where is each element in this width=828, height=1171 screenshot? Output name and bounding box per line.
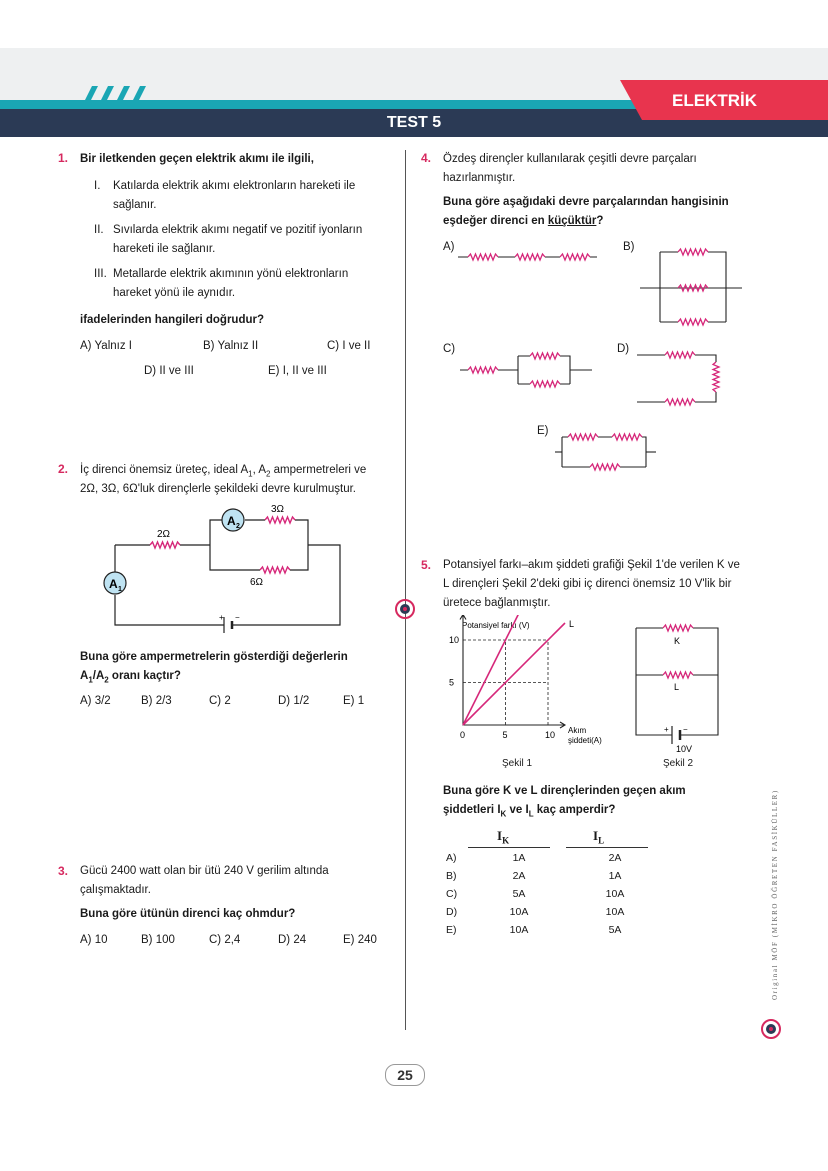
q3-option-c[interactable]: C) 2,4 bbox=[209, 934, 241, 946]
row-il: 10A bbox=[605, 888, 625, 900]
chart-ylabel: Potansiyel farkı (V) bbox=[462, 621, 530, 630]
table-rule-ik bbox=[468, 847, 550, 848]
row-il: 2A bbox=[608, 852, 622, 864]
row-option: A) bbox=[446, 852, 457, 864]
q3-option-a[interactable]: A) 10 bbox=[80, 934, 108, 946]
q3-option-e[interactable]: E) 240 bbox=[343, 934, 377, 946]
q1-statement-3-line1: Metallarde elektrik akımının yönü elektronların bbox=[113, 268, 349, 280]
q5-number: 5. bbox=[421, 558, 432, 572]
x-tick-label: 5 bbox=[502, 730, 508, 740]
q2-question-line2: $A_1/A_2$ oranı kaçtır? bbox=[80, 670, 181, 685]
battery-plus: + bbox=[664, 725, 669, 734]
chart-axes bbox=[463, 615, 565, 725]
q1-statement-1-line1: Katılarda elektrik akımı elektronların hareketi ile bbox=[113, 180, 356, 192]
battery-emf-label: 10V bbox=[676, 744, 693, 754]
a2-label: A bbox=[227, 514, 236, 528]
q4-option-b[interactable]: B) bbox=[623, 241, 635, 253]
row-ik: 2A bbox=[512, 870, 526, 882]
q1-option-b[interactable]: B) Yalnız II bbox=[203, 340, 259, 352]
row-option: B) bbox=[446, 870, 457, 882]
q1-stem: Bir iletkenden geçen elektrik akımı ile ilgili, bbox=[80, 153, 314, 165]
chart-xlabel-line1: Akım bbox=[568, 726, 587, 735]
page-number: 25 bbox=[385, 1064, 425, 1086]
series-label-l: L bbox=[569, 619, 575, 629]
original-logo-icon bbox=[394, 598, 416, 620]
y-tick-label: 10 bbox=[449, 635, 460, 645]
q2-option-c[interactable]: C) 2 bbox=[209, 695, 231, 707]
r-6ohm-label: 6Ω bbox=[250, 577, 264, 588]
a1-label: A bbox=[109, 577, 118, 591]
table-rule-il bbox=[566, 847, 648, 848]
q1-statement-1-line2: sağlanır. bbox=[113, 199, 157, 211]
series-line-k bbox=[463, 615, 523, 725]
original-logo-icon-side bbox=[760, 1018, 782, 1040]
test-title: TEST 5 bbox=[386, 114, 442, 131]
table-header-ik: $I_K$ bbox=[497, 828, 510, 846]
q4-text-line1: Özdeş dirençler kullanılarak çeşitli devre parçaları bbox=[443, 153, 697, 165]
row-option: D) bbox=[446, 906, 458, 918]
q1-number: 1. bbox=[58, 151, 69, 165]
row-ik: 1A bbox=[512, 852, 526, 864]
table-row[interactable] bbox=[446, 885, 648, 903]
resistor-l-label: L bbox=[674, 682, 680, 692]
row-il: 5A bbox=[608, 924, 622, 936]
q1-statement-2-line2: hareketi ile sağlanır. bbox=[113, 243, 216, 255]
q3-question: Buna göre ütünün direnci kaç ohmdur? bbox=[80, 908, 296, 920]
table-row[interactable] bbox=[446, 903, 648, 921]
row-il: 1A bbox=[608, 870, 622, 882]
q1-option-a[interactable]: A) Yalnız I bbox=[80, 340, 132, 352]
row-ik: 5A bbox=[512, 888, 526, 900]
q1-roman-1: I. bbox=[94, 180, 101, 192]
q5-text-line2: L dirençleri Şekil 2'deki gibi iç direnci önemsiz 10 V'lik bir bbox=[443, 578, 732, 590]
a1-label-sub: 1 bbox=[118, 586, 122, 593]
figure2-caption: Şekil 2 bbox=[663, 758, 694, 769]
q3-number: 3. bbox=[58, 864, 69, 878]
row-ik: 10A bbox=[509, 906, 529, 918]
row-il: 10A bbox=[605, 906, 625, 918]
battery-plus: + bbox=[219, 613, 224, 622]
q2-question-line1: Buna göre ampermetrelerin gösterdiği değerlerin bbox=[80, 651, 348, 663]
q2-option-b[interactable]: B) 2/3 bbox=[141, 695, 172, 707]
q1-option-c[interactable]: C) I ve II bbox=[327, 340, 371, 352]
y-tick-label: 5 bbox=[449, 677, 455, 688]
q4-option-c[interactable]: C) bbox=[443, 343, 456, 355]
q5-text-line1: Potansiyel farkı–akım şiddeti grafiği Şekil 1'de verilen K ve bbox=[443, 559, 740, 571]
r-3ohm-label: 3Ω bbox=[271, 504, 285, 515]
q2-option-e[interactable]: E) 1 bbox=[343, 695, 365, 707]
column-divider bbox=[405, 150, 406, 1030]
q3-option-b[interactable]: B) 100 bbox=[141, 934, 175, 946]
q4-circuits bbox=[420, 240, 760, 480]
q2-text-line2: 2Ω, 3Ω, 6Ω'luk dirençlerle şekildeki devre kurulmuştur. bbox=[80, 483, 356, 495]
q3-option-d[interactable]: D) 24 bbox=[278, 934, 307, 946]
battery-minus: − bbox=[683, 725, 688, 734]
q5-question-line2: şiddetleri $I_K$ ve $I_L$ kaç amperdir? bbox=[443, 804, 616, 819]
series-line-l bbox=[463, 623, 565, 725]
q2-option-d[interactable]: D) 1/2 bbox=[278, 695, 310, 707]
q4-number: 4. bbox=[421, 151, 432, 165]
x-tick-label: 0 bbox=[460, 730, 466, 740]
q1-option-e[interactable]: E) I, II ve III bbox=[268, 365, 327, 377]
q1-roman-2: II. bbox=[94, 224, 104, 236]
q1-option-d[interactable]: D) II ve III bbox=[144, 365, 194, 377]
q5-circuit bbox=[630, 620, 730, 760]
subject-title: ELEKTRİK bbox=[672, 91, 757, 110]
row-option: E) bbox=[446, 924, 457, 936]
q1-roman-3: III. bbox=[94, 268, 107, 280]
table-row[interactable] bbox=[446, 867, 648, 885]
figure1-caption: Şekil 1 bbox=[502, 758, 533, 769]
table-row[interactable] bbox=[446, 849, 648, 867]
table-header-il: $I_L$ bbox=[593, 828, 605, 846]
q5-text-line3: üretece bağlanmıştır. bbox=[443, 597, 551, 609]
q4-option-d[interactable]: D) bbox=[617, 343, 630, 355]
row-option: C) bbox=[446, 888, 458, 900]
side-publisher-text: Original MÖF (MİKRO ÖĞRETEN FASİKÜLLER) bbox=[771, 789, 779, 1000]
row-ik: 10A bbox=[509, 924, 529, 936]
q4-option-e[interactable]: E) bbox=[537, 425, 549, 437]
q2-circuit bbox=[100, 500, 350, 640]
x-tick-label: 10 bbox=[545, 730, 556, 740]
q5-vi-chart bbox=[440, 615, 620, 775]
q1-question: ifadelerinden hangileri doğrudur? bbox=[80, 314, 265, 326]
q4-question-line1: Buna göre aşağıdaki devre parçalarından hangisinin bbox=[443, 196, 729, 208]
q4-option-a[interactable]: A) bbox=[443, 241, 455, 253]
q4-text-line2: hazırlanmıştır. bbox=[443, 172, 516, 184]
q1-statement-3-line2: hareket yönü ile aynıdır. bbox=[113, 287, 236, 299]
q2-option-a[interactable]: A) 3/2 bbox=[80, 695, 111, 707]
q1-statement-2-line1: Sıvılarda elektrik akımı negatif ve pozitif iyonların bbox=[113, 224, 363, 236]
q3-text-line2: çalışmaktadır. bbox=[80, 884, 151, 896]
q2-text-line1: İç direnci önemsiz üreteç, ideal $A_1$, $A_2$ ampermetreleri ve bbox=[80, 464, 367, 479]
battery-minus: − bbox=[235, 613, 240, 622]
q5-answer-table bbox=[446, 849, 648, 939]
q5-question-line1: Buna göre K ve L dirençlerinden geçen akım bbox=[443, 785, 686, 797]
resistor-k-label: K bbox=[674, 636, 681, 646]
q4-question-line2: eşdeğer direnci en küçüktür? bbox=[443, 215, 604, 227]
r-2ohm-label: 2Ω bbox=[157, 529, 171, 540]
q3-text-line1: Gücü 2400 watt olan bir ütü 240 V gerilim altında bbox=[80, 865, 329, 877]
table-row[interactable] bbox=[446, 921, 648, 939]
q2-number: 2. bbox=[58, 462, 69, 476]
a2-label-sub: 2 bbox=[236, 523, 240, 530]
chart-xlabel-line2: şiddeti(A) bbox=[568, 736, 602, 745]
